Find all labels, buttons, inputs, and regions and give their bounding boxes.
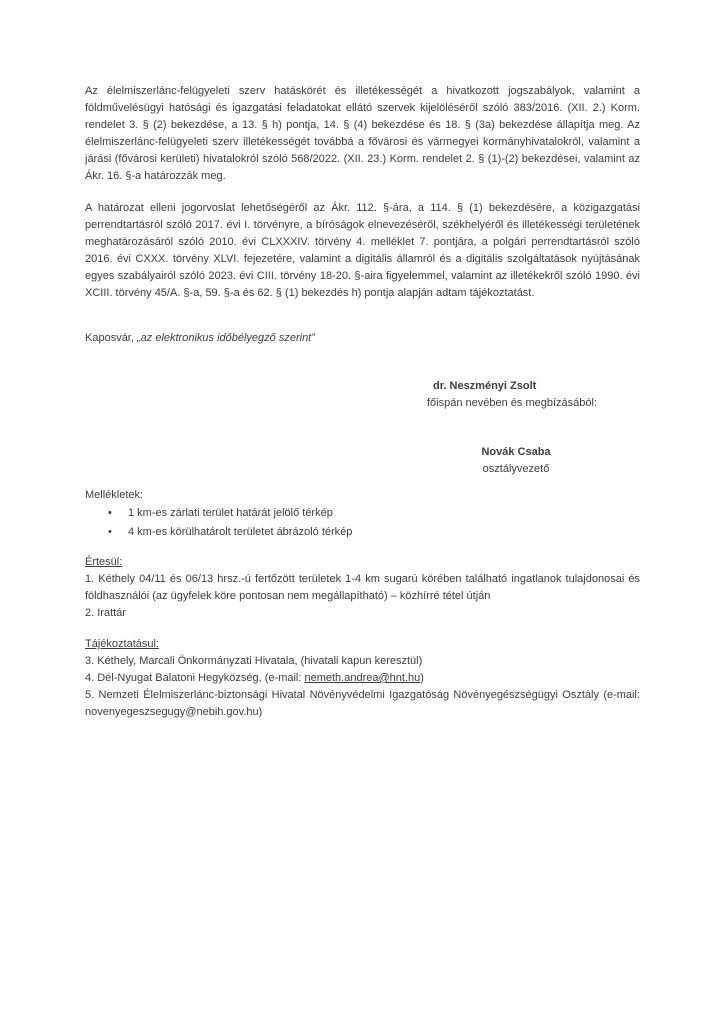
attachments-heading: Mellékletek: (85, 489, 144, 501)
signer-title: osztályvezető (482, 463, 550, 475)
attachment-item (85, 524, 640, 542)
bullet-icon: • (108, 525, 112, 538)
info-recipients-heading: Tájékoztatásul: (85, 638, 159, 650)
info-recipient-item: 3. Kéthely, Marcali Önkormányzati Hivatala, (hivatali kapun keresztül) (85, 655, 423, 667)
attachment-item-label: 1 km-es zárlati terület határát jelölő térkép (128, 507, 333, 519)
signer-block (376, 444, 656, 478)
info-recipient-item: 5. Nemzeti Élelmiszerlánc-biztonsági Hivatal Növényvédelmi Igazgatóság Növényegészségügyi Osztály (e-mail: novenyegeszsegugy@nebih.gov.hu) (85, 689, 640, 718)
signer-name: Novák Csaba (481, 446, 551, 458)
jurisdiction-paragraph: Az élelmiszerlánc-felügyeleti szerv hatáskörét és illetékességét a hivatkozott jogszabályok, valamint a földművelésügyi hatósági és igazgatási feladatokat ellátó szervek kijelöléséről szóló 383/2016. (XII. 2.) Korm. rendelet 3. § (2) bekezdése, a 13. § h) pontja, 14. § (4) bekezdése és 18. § (3a) bekezdése állapítja meg. Az élelmiszerlánc-felügyeleti szerv illetékességét továbbá a fővárosi és vármegyei kormányhivatalokról, valamint a járási (fővárosi kerületi) hivatalokról szóló 568/2022. (XII. 23.) Korm. rendelet 2. § (1)-(2) bekezdései, valamint az Ákr. 16. §-a határozzák meg. (85, 85, 640, 182)
email-link[interactable]: nemeth.andrea@hnt.hu (304, 672, 421, 684)
attachment-item-label: 4 km-es körülhatárolt területet ábrázoló térkép (128, 525, 353, 538)
signatory-block (427, 378, 640, 412)
recipient-item: 2. Irattár (85, 607, 126, 619)
appeal-paragraph: A határozat elleni jogorvoslat lehetőségéről az Ákr. 112. §-ára, a 114. § (1) bekezdésére, a közigazgatási perrendtartásról szóló 2017. évi I. törvényre, a bíróságok elnevezéséről, székhelyéről és illetékességi területének meghatározásáról szóló 2010. évi CLXXXIV. törvény 4. melléklet 7. pontjára, a polgári perrendtartásról szóló 2016. évi CXXX. törvény XLVI. fejezetére, valamint a digitális államról és a digitális szolgáltatások nyújtásának egyes szabályairól szóló 2023. évi CIII. törvény 18-20. §-aira figyelemmel, valamint az illetékekről szóló 1990. évi XCIII. törvény 45/A. §-a, 59. §-a és 62. § (1) bekezdés h) pontja alapján adtam tájékoztatást. (85, 202, 640, 299)
info-recipient-item-prefix: 4. Dél-Nyugat Balatoni Hegyközség, (e-mail: (85, 672, 305, 684)
signatory-capacity: főispán nevében és megbízásából: (427, 397, 598, 409)
dateline-place: Kaposvár, (85, 332, 137, 344)
info-recipient-item-suffix: ) (420, 672, 424, 684)
signatory-name: dr. Neszményi Zsolt (433, 380, 537, 392)
recipients-heading: Értesül: (85, 556, 123, 568)
info-recipients-section (85, 636, 640, 721)
recipients-section (85, 554, 640, 622)
attachment-item (85, 505, 640, 523)
attachments-section (85, 487, 640, 541)
dateline (85, 330, 640, 347)
bullet-icon: • (108, 507, 112, 519)
info-recipient-item (85, 670, 640, 687)
dateline-timestamp-quote: „az elektronikus időbélyegző szerint” (136, 332, 315, 344)
recipient-item: 1. Kéthely 04/11 és 06/13 hrsz.-ú fertőzött területek 1-4 km sugarú körében található ingatlanok tulajdonosai és földhasználói (az ügyfelek köre pontosan nem megállapítható) – közhírré tétel útján (85, 573, 640, 602)
